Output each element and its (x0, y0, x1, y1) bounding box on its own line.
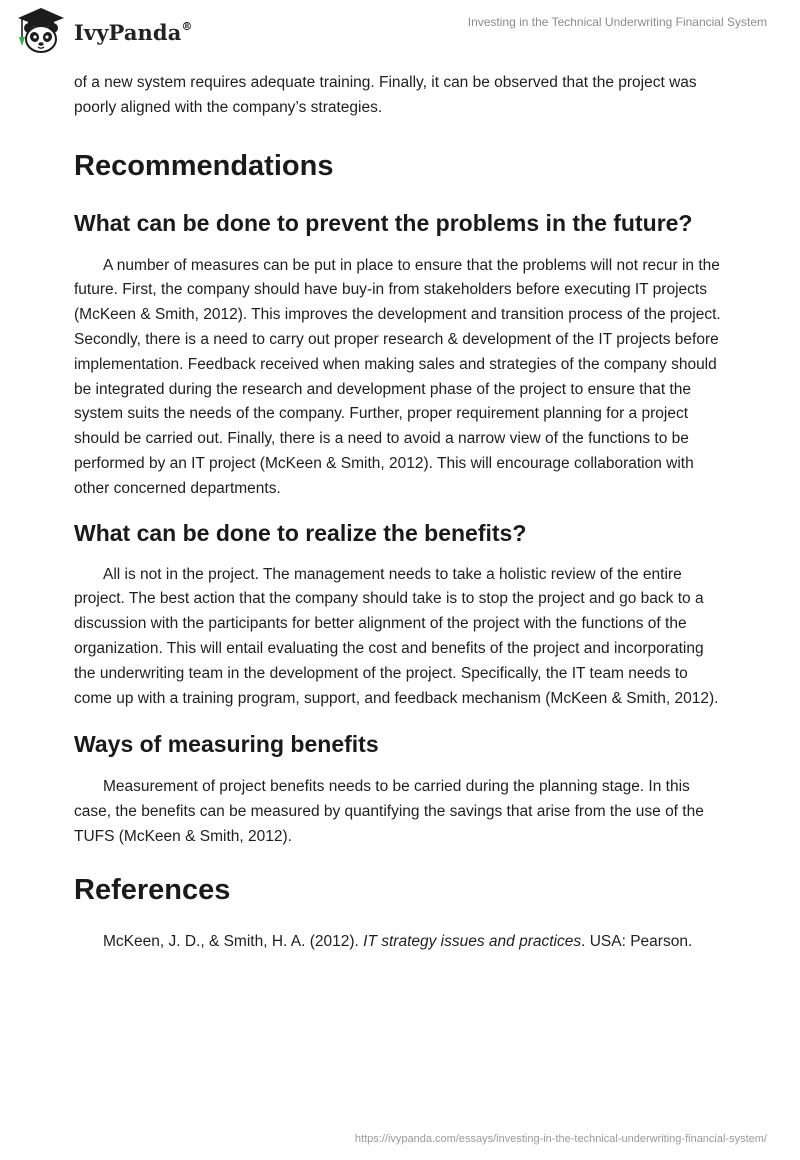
source-url[interactable]: https://ivypanda.com/essays/investing-in-the-technical-underwriting-financial-system/ (354, 1133, 767, 1145)
panda-graduate-icon (14, 6, 68, 54)
ivypanda-logo[interactable] (14, 6, 193, 54)
essay-content (74, 71, 726, 955)
logo-wordmark (74, 20, 193, 45)
reference-authors: McKeen, J. D., & Smith, H. A. (2012). (103, 932, 364, 950)
recommendations-heading: Recommendations (74, 149, 334, 182)
logo-text: IvyPanda (74, 19, 182, 45)
reference-title: IT strategy issues and practices (363, 932, 582, 950)
intro-paragraph: of a new system requires adequate training. Finally, it can be observed that the project was poorly aligned with the company’s strategies. (74, 74, 697, 116)
prevent-problems-heading: What can be done to prevent the problems in the future? (74, 209, 693, 236)
registered-mark: ® (181, 19, 193, 33)
page-header (0, 0, 800, 70)
references-heading: References (74, 873, 231, 906)
document-title: Investing in the Technical Underwriting Financial System (467, 15, 767, 29)
measuring-benefits-heading: Ways of measuring benefits (74, 731, 379, 758)
prevent-problems-paragraph: A number of measures can be put in place to ensure that the problems will not recur in the future. First, the company should have buy-in from stakeholders before executing IT projects (McKeen & Smith, 2012). This improves the development and transition process of the project. Secondly, there is a need to carry out proper research & development of the IT projects before implementation. Feedback received when making sales and strategies of the company should be integrated during the research and development phase of the project to ensure that the system suits the needs of the company. Further, proper requirement planning for a project should be carried out. Finally, there is a need to avoid a narrow view of the functions to be performed by an IT project (McKeen & Smith, 2012). This will encourage collaboration with other concerned departments. (74, 256, 721, 497)
reference-entry (74, 930, 726, 955)
realize-benefits-heading: What can be done to realize the benefits? (74, 519, 527, 546)
measuring-benefits-paragraph: Measurement of project benefits needs to be carried during the planning stage. In this case, the benefits can be measured by quantifying the savings that arise from the use of the TUFS (McKeen & Smith, 2012). (74, 778, 704, 845)
realize-benefits-paragraph: All is not in the project. The management needs to take a holistic review of the entire project. The best action that the company should take is to stop the project and go back to a discussion with the participants for better alignment of the project with the functions of the organization. This will entail evaluating the cost and benefits of the project and incorporating the underwriting team in the development of the project. Specifically, the IT team needs to come up with a training program, support, and feedback mechanism (McKeen & Smith, 2012). (74, 565, 719, 707)
reference-publisher: . USA: Pearson. (581, 932, 693, 950)
